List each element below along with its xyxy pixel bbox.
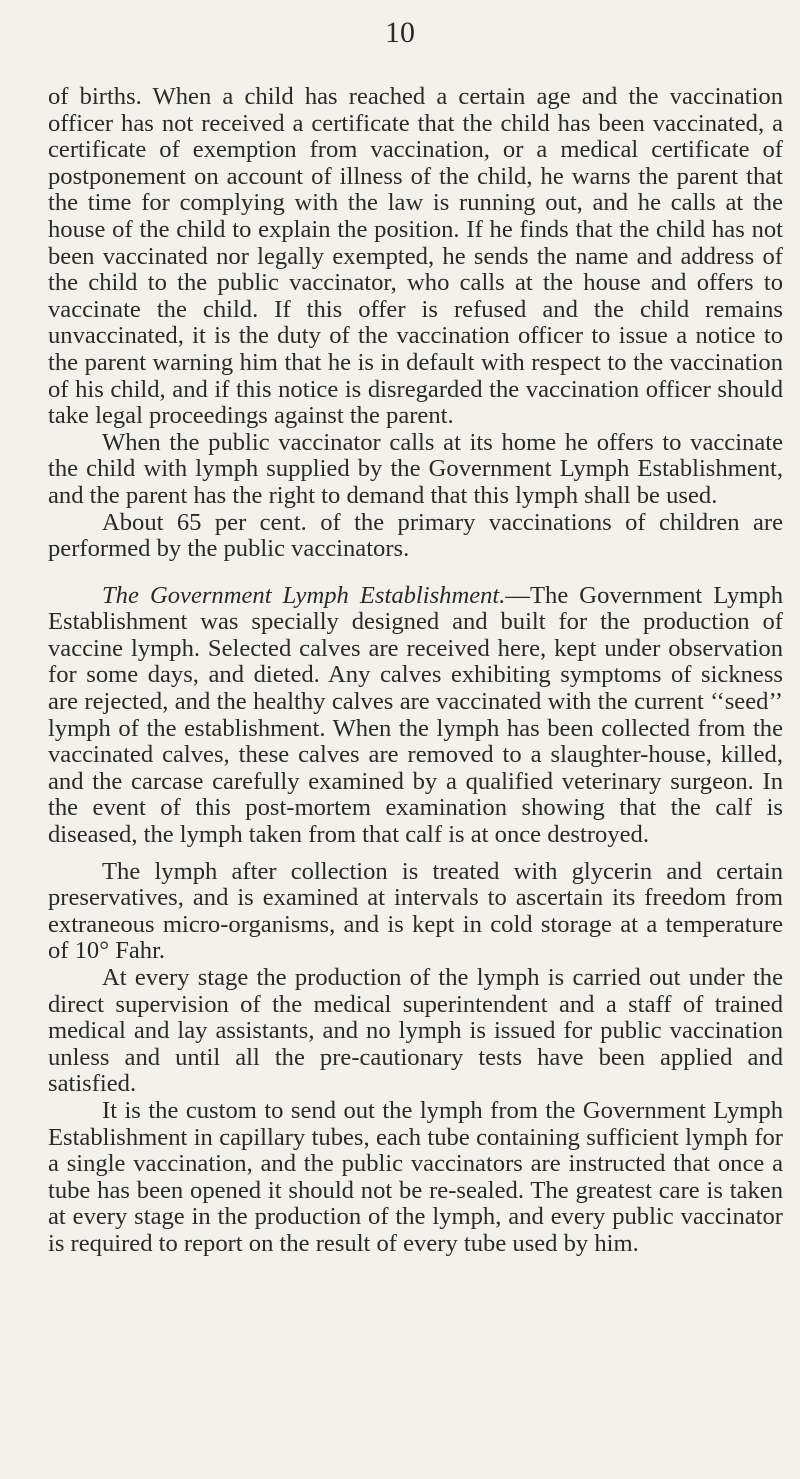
paragraph-public-vaccinator-visit: When the public vaccinator calls at its home he offers to vaccinate the child with lymph supplied by the Government Lymph Establishment, and the parent has the right to demand that this lymph shall be used.: [48, 428, 783, 509]
paragraph-vaccination-officer-duties: of births. When a child has reached a certain age and the vaccination officer has not received a certificate that the child has been vaccinated, a certificate of exemption from vaccination, or a medical certificate of postponement on account of illness of the child, he warns the parent that the time for complying with the law is running out, and he calls at the house of the child to explain the position. If he finds that the child has not been vaccinated nor legally exempted, he sends the name and address of the child to the public vaccinator, who calls at the house and offers to vaccinate the child. If this offer is refused and the child remains unvaccinated, it is the duty of the vaccination officer to issue a notice to the parent warning him that he is in default with respect to the vaccination of his child, and if this notice is disregarded the vaccination officer should take legal proceedings against the parent.: [48, 83, 783, 430]
paragraph-lymph-establishment: [48, 583, 783, 849]
paragraph-lymph-establishment-text: —The Government Lymph Establishment was specially designed and built for the production of vaccine lymph. Selected calves are received here, kept under observation for some days, and dieted. Any calves exhibiting symptoms of sickness are rejected, and the healthy calves are vaccinated with the current ‘‘seed’’ lymph of the establishment. When the lymph has been collected from the vaccinated calves, these calves are removed to a slaughter-house, killed, and the carcase carefully examined by a qualified veterinary surgeon. In the event of this post-mortem examination showing that the calf is diseased, the lymph taken from that calf is at once destroyed.: [48, 581, 784, 849]
paragraph-lymph-treatment: The lymph after collection is treated with glycerin and certain preservatives, and is examined at intervals to ascertain its freedom from extraneous micro-organisms, and is kept in cold storage at a temperature of 10° Fahr.: [48, 857, 783, 965]
paragraph-lymph-supervision: At every stage the production of the lymph is carried out under the direct supervision of the medical superintendent and a staff of trained medical and lay assistants, and no lymph is issued for public vaccination unless and until all the pre-cautionary tests have been applied and satisfied.: [48, 964, 783, 1098]
page-number: 10: [385, 16, 415, 49]
section-heading-lymph-establishment: The Government Lymph Establishment.: [102, 581, 506, 609]
paragraph-capillary-tubes: It is the custom to send out the lymph from the Government Lymph Establishment in capillary tubes, each tube containing sufficient lymph for a single vaccination, and the public vaccinators are instructed that once a tube has been opened it should not be re-sealed. The greatest care is taken at every stage in the production of the lymph, and every public vaccinator is required to report on the result of every tube used by him.: [48, 1096, 783, 1257]
body-text: [48, 84, 783, 1258]
paragraph-percentage-primary-vaccinations: About 65 per cent. of the primary vaccinations of children are performed by the public vaccinators.: [48, 508, 783, 563]
